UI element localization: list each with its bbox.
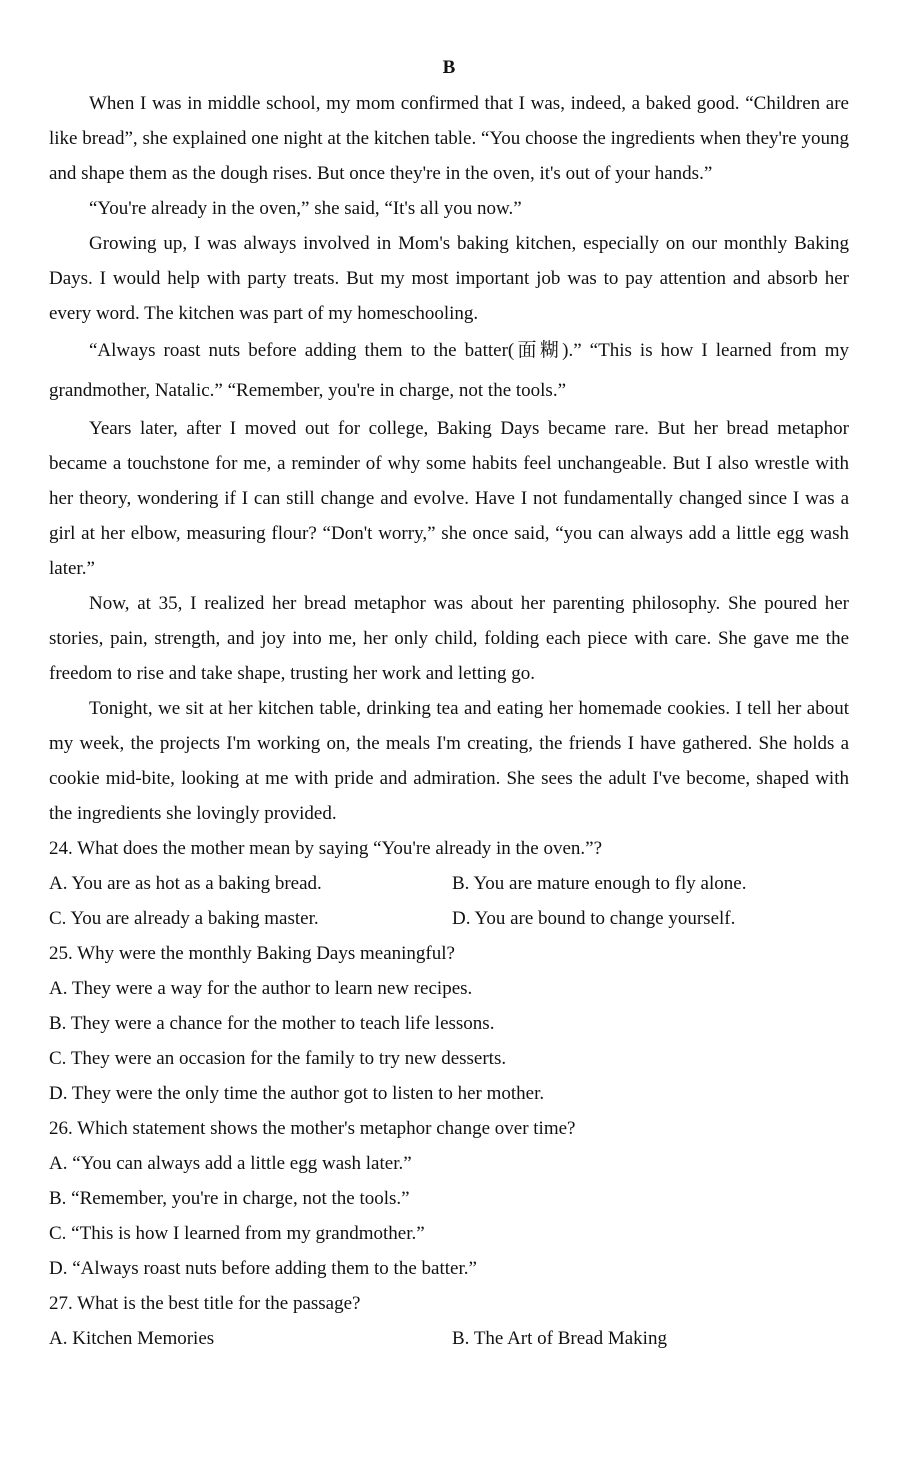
- question-stem: 27. What is the best title for the passage?: [49, 1293, 361, 1314]
- passage-paragraph-4: “Always roast nuts before adding them to the batter(面糊).” “This is how I learned from my grandmother, Natalic.” “Remember, you're in charge, not the tools.”: [49, 340, 849, 401]
- passage-paragraph-7: Tonight, we sit at her kitchen table, drinking tea and eating her homemade cookies. I tell her about my week, the projects I'm working on, the meals I'm creating, the friends I have gathered. She holds a cookie mid-bite, looking at me with pride and admiration. She sees the adult I've become, shaped with the ingredients she lovingly provided.: [49, 698, 849, 824]
- option-d: D. You are bound to change yourself.: [452, 908, 736, 929]
- question-stem: 24. What does the mother mean by saying “You're already in the oven.”?: [49, 838, 603, 859]
- option-b: B. They were a chance for the mother to teach life lessons.: [49, 1013, 495, 1034]
- option-b: B. You are mature enough to fly alone.: [452, 873, 747, 894]
- option-b: B. The Art of Bread Making: [452, 1328, 667, 1349]
- question-27: [49, 1286, 849, 1356]
- option-a: A. They were a way for the author to learn new recipes.: [49, 978, 473, 999]
- exam-page: [49, 52, 849, 1356]
- option-a: A. You are as hot as a baking bread.: [49, 873, 322, 894]
- option-b: B. “Remember, you're in charge, not the tools.”: [49, 1188, 410, 1209]
- passage-paragraph-1: When I was in middle school, my mom confirmed that I was, indeed, a baked good. “Children are like bread”, she explained one night at the kitchen table. “You choose the ingredients when they're young and shape them as the dough rises. But once they're in the oven, it's out of your hands.”: [49, 93, 849, 184]
- question-24: [49, 831, 849, 936]
- passage-paragraph-6: Now, at 35, I realized her bread metaphor was about her parenting philosophy. She poured her stories, pain, strength, and joy into me, her only child, folding each piece with care. She gave me the freedom to rise and take shape, trusting her work and letting go.: [49, 593, 849, 684]
- option-row: [49, 901, 849, 936]
- section-label: B: [442, 57, 456, 78]
- option-a: A. “You can always add a little egg wash later.”: [49, 1153, 412, 1174]
- option-a: A. Kitchen Memories: [49, 1328, 215, 1349]
- question-stem: 26. Which statement shows the mother's metaphor change over time?: [49, 1118, 576, 1139]
- question-26: [49, 1111, 849, 1286]
- option-c: C. “This is how I learned from my grandmother.”: [49, 1223, 425, 1244]
- question-25: [49, 936, 849, 1111]
- option-d: D. They were the only time the author got to listen to her mother.: [49, 1083, 545, 1104]
- passage-paragraph-5: Years later, after I moved out for college, Baking Days became rare. But her bread metaphor became a touchstone for me, a reminder of why some habits feel unchangeable. But I also wrestle with her theory, wondering if I can still change and evolve. Have I not fundamentally changed since I was a girl at her elbow, measuring flour? “Don't worry,” she once said, “you can always add a little egg wash later.”: [49, 418, 849, 579]
- option-d: D. “Always roast nuts before adding them to the batter.”: [49, 1258, 477, 1279]
- question-stem: 25. Why were the monthly Baking Days meaningful?: [49, 943, 455, 964]
- reading-passage: [49, 86, 849, 831]
- option-c: C. They were an occasion for the family to try new desserts.: [49, 1048, 507, 1069]
- option-row: [49, 866, 849, 901]
- option-c: C. You are already a baking master.: [49, 908, 319, 929]
- passage-paragraph-3: Growing up, I was always involved in Mom's baking kitchen, especially on our monthly Baking Days. I would help with party treats. But my most important job was to pay attention and absorb her every word. The kitchen was part of my homeschooling.: [49, 233, 849, 324]
- passage-paragraph-2: “You're already in the oven,” she said, “It's all you now.”: [89, 198, 522, 219]
- option-row: [49, 1321, 849, 1356]
